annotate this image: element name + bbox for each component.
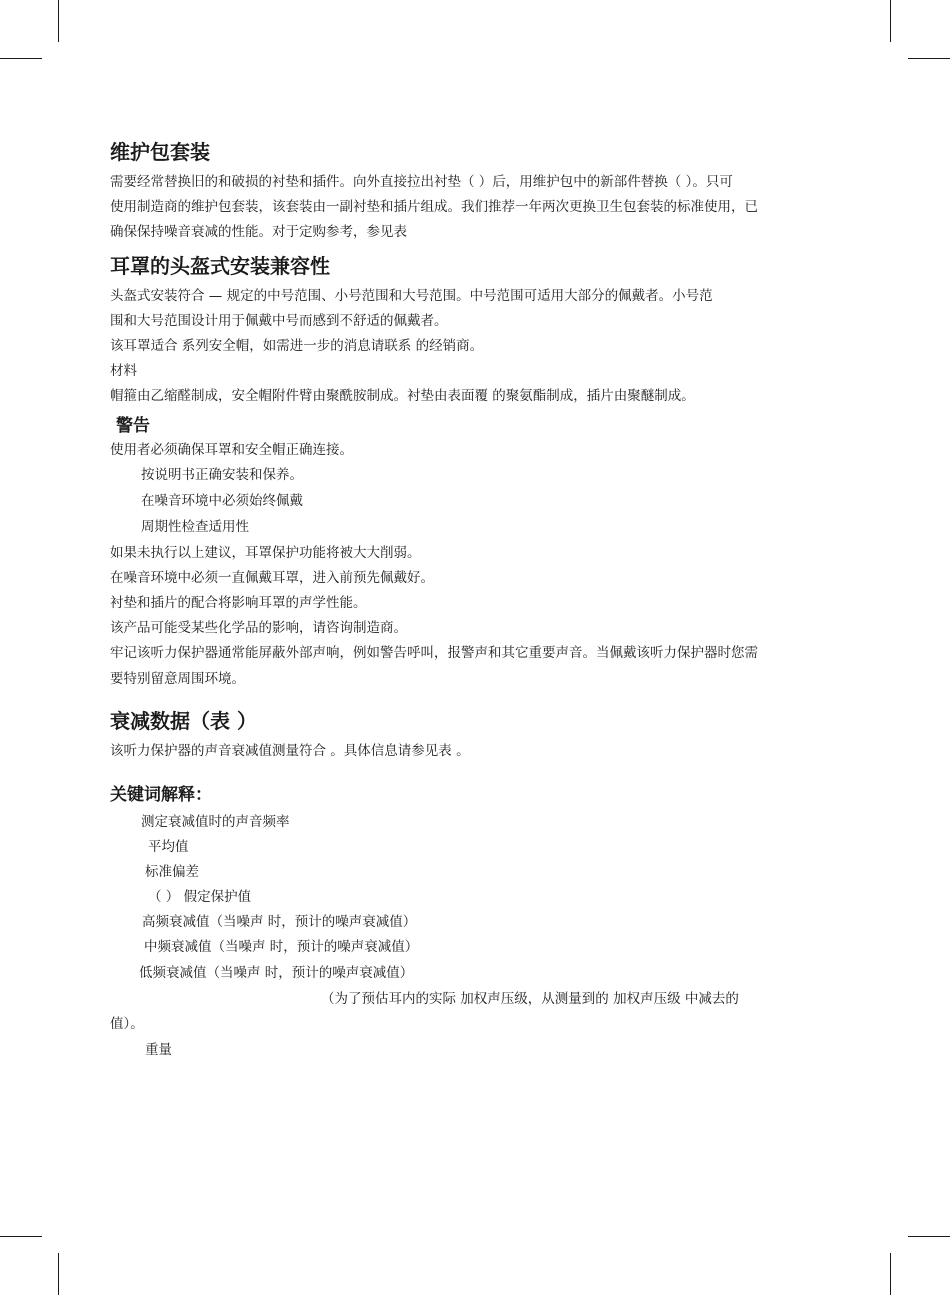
warning-line: 衬垫和插片的配合将影响耳罩的声学性能。 bbox=[110, 595, 367, 611]
warning-line: 在噪音环境中必须一直佩戴耳罩，进入前预先佩戴好。 bbox=[110, 570, 434, 586]
keyword-item: 低频衰减值（当噪声 时，预计的噪声衰减值） bbox=[139, 965, 414, 981]
warning-line: 牢记该听力保护器通常能屏蔽外部声响，例如警告呼叫，报警声和其它重要声音。当佩戴该听力保护器时您需 bbox=[110, 645, 758, 661]
warning-intro: 使用者必须确保耳罩和安全帽正确连接。 bbox=[110, 442, 353, 458]
warning-line: 如果未执行以上建议，耳罩保护功能将被大大削弱。 bbox=[110, 545, 421, 561]
snr-description: （为了预估耳内的实际 加权声压级，从测量到的 加权声压级 中减去的 bbox=[321, 991, 739, 1007]
crop-mark-bottom-left-vertical bbox=[58, 1253, 59, 1295]
keyword-item: 高频衰减值（当噪声 时，预计的噪声衰减值） bbox=[142, 914, 417, 930]
materials-label: 材料 bbox=[110, 363, 137, 379]
crop-mark-top-right-vertical bbox=[890, 0, 891, 42]
compatibility-line: 围和大号范围设计用于佩戴中号而感到不舒适的佩戴者。 bbox=[110, 313, 448, 329]
materials-line: 帽箍由乙缩醛制成，安全帽附件臂由聚酰胺制成。衬垫由表面覆 的聚氨酯制成，插片由聚醚制成。 bbox=[110, 388, 695, 404]
keywords-title: 关键词解释： bbox=[110, 785, 212, 805]
crop-mark-top-left-horizontal bbox=[0, 58, 42, 59]
maintenance-line: 需要经常替换旧的和破损的衬垫和插件。向外直接拉出衬垫（ ）后，用维护包中的新部件替换（ ）。只可 bbox=[110, 174, 733, 190]
keyword-item: 中频衰减值（当噪声 时，预计的噪声衰减值） bbox=[144, 939, 419, 955]
crop-mark-bottom-right-horizontal bbox=[908, 1236, 950, 1237]
crop-mark-bottom-left-horizontal bbox=[0, 1236, 42, 1237]
compatibility-line: 头盔式安装符合 — 规定的中号范围、小号范围和大号范围。中号范围可适用大部分的佩戴者。小号范 bbox=[110, 288, 713, 304]
attenuation-title: 衰减数据（表 ） bbox=[110, 709, 257, 733]
maintenance-line: 确保保持噪音衰减的性能。对于定购参考，参见表 bbox=[110, 224, 407, 240]
warning-title: 警告 bbox=[116, 416, 150, 436]
warning-item: 周期性检查适用性 bbox=[141, 519, 249, 535]
crop-mark-top-left-vertical bbox=[58, 0, 59, 42]
warning-item: 在噪音环境中必须始终佩戴 bbox=[141, 493, 303, 509]
crop-mark-bottom-right-vertical bbox=[890, 1253, 891, 1295]
warning-line: 该产品可能受某些化学品的影响，请咨询制造商。 bbox=[110, 620, 407, 636]
snr-description-end: 值）。 bbox=[110, 1016, 144, 1032]
weight-label: 重量 bbox=[145, 1042, 172, 1058]
warning-line: 要特别留意周围环境。 bbox=[110, 671, 245, 687]
maintenance-title: 维护包套装 bbox=[110, 140, 210, 164]
compatibility-title: 耳罩的头盔式安装兼容性 bbox=[110, 254, 330, 278]
crop-mark-top-right-horizontal bbox=[908, 58, 950, 59]
maintenance-line: 使用制造商的维护包套装，该套装由一副衬垫和插片组成。我们推荐一年两次更换卫生包套装的标准使用，已 bbox=[110, 199, 758, 215]
compatibility-line: 该耳罩适合 系列安全帽，如需进一步的消息请联系 的经销商。 bbox=[110, 338, 484, 354]
attenuation-line: 该听力保护器的声音衰减值测量符合 。具体信息请参见表 。 bbox=[110, 743, 470, 759]
keyword-item: （ ） 假定保护值 bbox=[148, 889, 252, 905]
warning-item: 按说明书正确安装和保养。 bbox=[141, 467, 303, 483]
keyword-item: 平均值 bbox=[148, 839, 189, 855]
keyword-item: 测定衰减值时的声音频率 bbox=[141, 814, 290, 830]
keyword-item: 标准偏差 bbox=[145, 864, 199, 880]
